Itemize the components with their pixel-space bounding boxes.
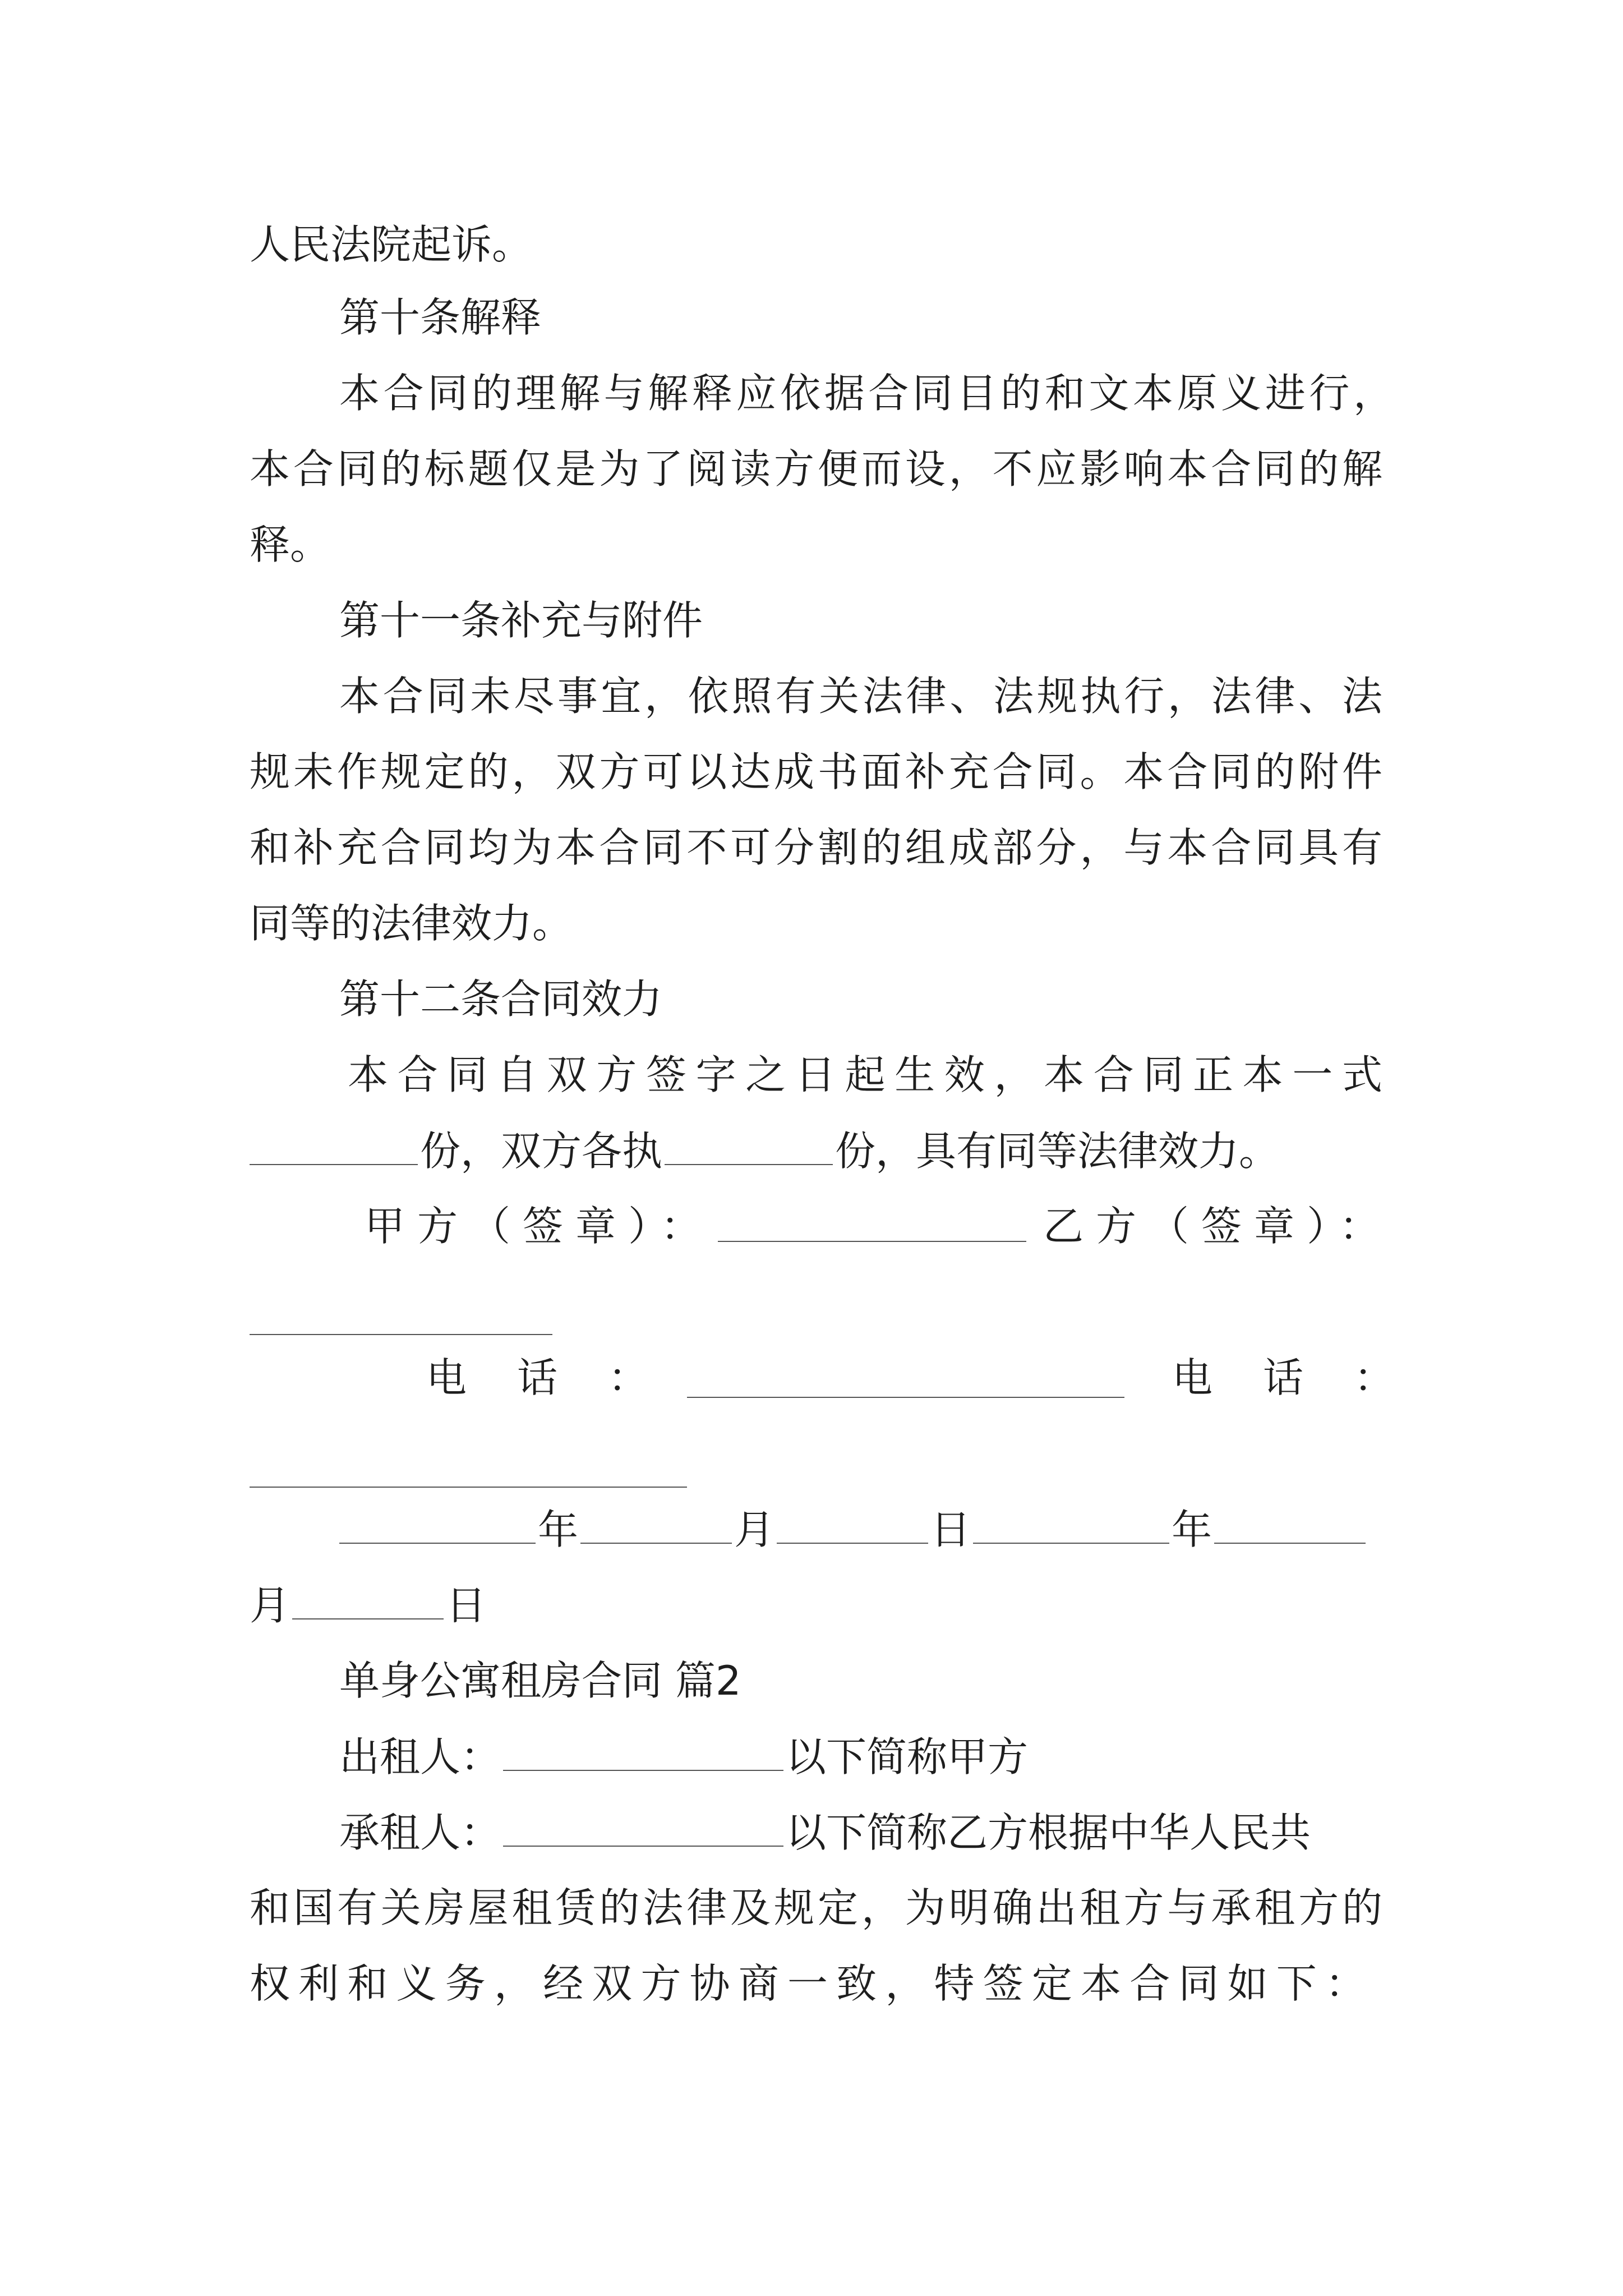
party-b-signature-label: 乙方（签章）： bbox=[1043, 1203, 1393, 1250]
party-a-signature-label: 甲方（签章）： bbox=[365, 1203, 714, 1250]
party-a-day-blank[interactable] bbox=[777, 1509, 928, 1544]
day-label: 日 bbox=[446, 1582, 487, 1629]
copies-text-1: 份，双方各执 bbox=[420, 1128, 663, 1175]
lessor-label: 出租人： bbox=[339, 1733, 501, 1780]
day-label: 日 bbox=[930, 1506, 971, 1553]
paragraph-line: 本合同自双方签字之日起生效，本合同正本一式 bbox=[348, 1051, 1382, 1098]
article-10-heading: 第十条解释 bbox=[339, 294, 542, 341]
year-label: 年 bbox=[1172, 1506, 1212, 1553]
month-label: 月 bbox=[734, 1506, 775, 1553]
paragraph-line: 本合同未尽事宜，依照有关法律、法规执行，法律、法 bbox=[339, 673, 1382, 720]
copies-line bbox=[250, 1128, 1280, 1175]
copies-blank[interactable] bbox=[250, 1130, 418, 1165]
lessee-label: 承租人： bbox=[339, 1809, 501, 1856]
party-b-year-blank[interactable] bbox=[973, 1509, 1169, 1544]
paragraph-line: 权利和义务，经双方协商一致，特签定本合同如下： bbox=[250, 1960, 1366, 2007]
lessee-suffix: 以下简称乙方根据中华人民共 bbox=[786, 1809, 1311, 1856]
paragraph-line: 人民法院起诉。 bbox=[250, 221, 533, 268]
paragraph-line: 本合同的标题仅是为了阅读方便而设，不应影响本合同的解 bbox=[250, 445, 1382, 493]
party-a-phone-label: 电话： bbox=[426, 1354, 699, 1401]
lessor-name-blank[interactable] bbox=[503, 1736, 783, 1771]
party-b-signature-blank[interactable] bbox=[250, 1334, 552, 1335]
paragraph-line: 本合同的理解与解释应依据合同目的和文本原义进行， bbox=[339, 370, 1394, 417]
article-11-heading: 第十一条补充与附件 bbox=[339, 597, 703, 644]
year-label: 年 bbox=[538, 1506, 579, 1553]
date-line-2 bbox=[250, 1582, 487, 1629]
copies-text-2: 份，具有同等法律效力。 bbox=[835, 1128, 1280, 1175]
month-label: 月 bbox=[250, 1582, 291, 1629]
paragraph-line: 释。 bbox=[250, 521, 331, 568]
copies-each-blank[interactable] bbox=[665, 1130, 833, 1165]
party-a-signature-blank[interactable] bbox=[718, 1241, 1026, 1242]
party-a-month-blank[interactable] bbox=[580, 1509, 732, 1544]
lessor-suffix: 以下简称甲方 bbox=[786, 1733, 1029, 1780]
paragraph-line: 规未作规定的，双方可以达成书面补充合同。本合同的附件 bbox=[250, 748, 1382, 795]
party-b-month-blank-start[interactable] bbox=[1214, 1509, 1366, 1544]
paragraph-line: 和补充合同均为本合同不可分割的组成部分，与本合同具有 bbox=[250, 824, 1382, 871]
paragraph-line: 同等的法律效力。 bbox=[250, 900, 573, 947]
article-12-heading: 第十二条合同效力 bbox=[339, 976, 663, 1023]
section-heading: 单身公寓租房合同 篇2 bbox=[339, 1657, 741, 1704]
party-a-phone-blank[interactable] bbox=[687, 1397, 1124, 1398]
party-b-phone-blank[interactable] bbox=[250, 1487, 687, 1488]
lessee-line bbox=[339, 1809, 1311, 1856]
party-b-day-blank[interactable] bbox=[292, 1585, 444, 1619]
lessee-name-blank[interactable] bbox=[503, 1812, 783, 1847]
party-b-phone-label: 电话： bbox=[1172, 1354, 1445, 1401]
lessor-line bbox=[339, 1733, 1029, 1780]
party-a-year-blank[interactable] bbox=[339, 1509, 536, 1544]
date-line-1 bbox=[339, 1506, 1368, 1553]
paragraph-line: 和国有关房屋租赁的法律及规定，为明确出租方与承租方的 bbox=[250, 1884, 1382, 1931]
